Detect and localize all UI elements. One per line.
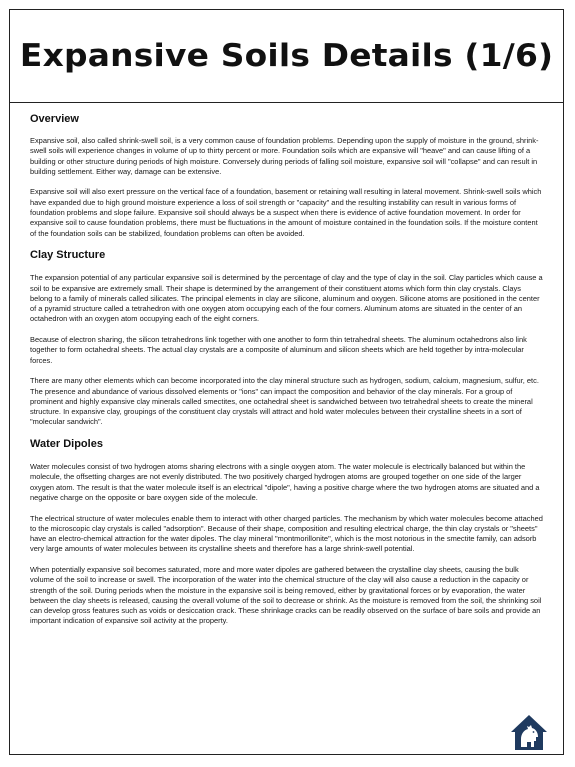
paragraph: There are many other elements which can become incorporated into the clay mineral structure such as hydrogen, sodium, calcium, magnesium, sulfur, etc. The presence and abundance of various dissolved elements or "ions" can impact the composition and behavior of the clay minerals. For a group of prominent and highly expansive clay minerals called smectites, one octahedral sheet is sandwiched between two tetrahedral sheets to create the mineral structure. In expansive clay, groupings of the constituent clay crystals will attract and hold water molecules between their crystalline sheets in a sort of "molecular sandwich". xyxy=(30,376,539,427)
paragraph: The electrical structure of water molecules enable them to interact with other charged particles. The mechanism by which water molecules become attached to the microscopic clay crystals is called "adsorption". Because of their shape, composition and resulting electrical charge, the thin clay crystals or "sheets" have an electro-chemical attraction for the water dipoles. The clay mineral "montmorillonite", which is the most notorious in the smectite family, can adsorb very large amounts of water molecules between its crystalline sheets and therefore has a large shrink-swell potential. xyxy=(30,513,543,554)
section-overview xyxy=(30,113,543,239)
section-heading-clay-structure: Clay Structure xyxy=(30,249,106,262)
section-clay-structure xyxy=(30,249,543,427)
page-frame xyxy=(9,9,564,755)
paragraph: When potentially expansive soil becomes saturated, more and more water dipoles are gathered between the crystalline clay sheets, causing the bulk volume of the soil to increase or swell. The incorporation of the water into the chemical structure of the clay will also cause a reduction in the capacity or strength of the soil. During periods when the moisture in the expansive soil is being removed, either by gravitational forces or by evaporation, the water between the clay sheets is released, causing the overall volume of the soil to decrease or shrink. As the moisture is removed from the soil, the shrinking soil can develop gross features such as voids or desiccation crack. These shrinkage cracks can be readily observed on the surface of bare soils and provide an important indication of expansive soil activity at the property. xyxy=(30,564,542,626)
section-heading-overview: Overview xyxy=(30,113,79,125)
paragraph: Water molecules consist of two hydrogen atoms sharing electrons with a single oxygen atom. The water molecule is electrically balanced but within the molecule, the offsetting charges are not evenly distributed. The two positively charged hydrogen atoms are grouped together on one side of the larger oxygen atom. The result is that the water molecule itself is an electrical "dipole", having a positive charge where the two hydrogen atoms are situated and a negative charge on the opposite or bare oxygen side of the molecule. xyxy=(30,462,540,502)
paragraph: Because of electron sharing, the silicon tetrahedrons link together with one another to form thin tetrahedral sheets. The aluminum octahedrons also link together to form octahedral sheets. The actual clay crystals are a composite of aluminum and silicon sheets which are held together by intra-molecular forces. xyxy=(30,335,527,365)
paragraph: The expansion potential of any particular expansive soil is determined by the percentage of clay and the type of clay in the soil. Clay particles which cause a soil to be expansive are extremely small. Their shape is determined by the arrangement of their constituent atoms which form thin clay crystals. Clays belong to a family of minerals called silicates. The principal elements in clay are silicone, aluminum and oxygen. Silicone atoms are positioned in the center of a pyramid structure called a tetrahedron with one oxygen atom occupying each of the four corners. Aluminum atoms are situated in the center of an octahedron with an oxygen atom occupying each of the eight corners. xyxy=(30,273,543,324)
paragraph: Expansive soil will also exert pressure on the vertical face of a foundation, basement or retaining wall resulting in lateral movement. Shrink-swell soils which have expanded due to high ground moisture experience a loss of soil strength or "capacity" and the resulting instability can result in various forms of foundation problems and slope failure. Expansive soil should always be a suspect when there is evidence of active foundation movement. In order for expansive soil to cause foundation problems, there must be fluctuations in the amount of moisture contained in the foundation soils. If the moisture content of the foundation soils can be stabilized, foundation problems can often be avoided. xyxy=(30,187,542,238)
page-title: Expansive Soils Details (1/6) xyxy=(19,38,554,74)
title-bar xyxy=(10,10,563,103)
section-water-dipoles xyxy=(30,438,543,627)
paragraph: Expansive soil, also called shrink-swell soil, is a very common cause of foundation problems. Depending upon the supply of moisture in the ground, shrink-swell soils will experience changes in volume of up to thirty percent or more. Foundation soils which are expansive will "heave" and can cause lifting of a building or other structure during periods of high moisture. Conversely during periods of falling soil moisture, expansive soil will "collapse" and can result in building settlement. Either way, damage can be extensive. xyxy=(30,136,539,176)
section-heading-water-dipoles: Water Dipoles xyxy=(30,438,103,451)
house-bear-logo-icon xyxy=(510,712,548,752)
document-body xyxy=(10,103,563,627)
